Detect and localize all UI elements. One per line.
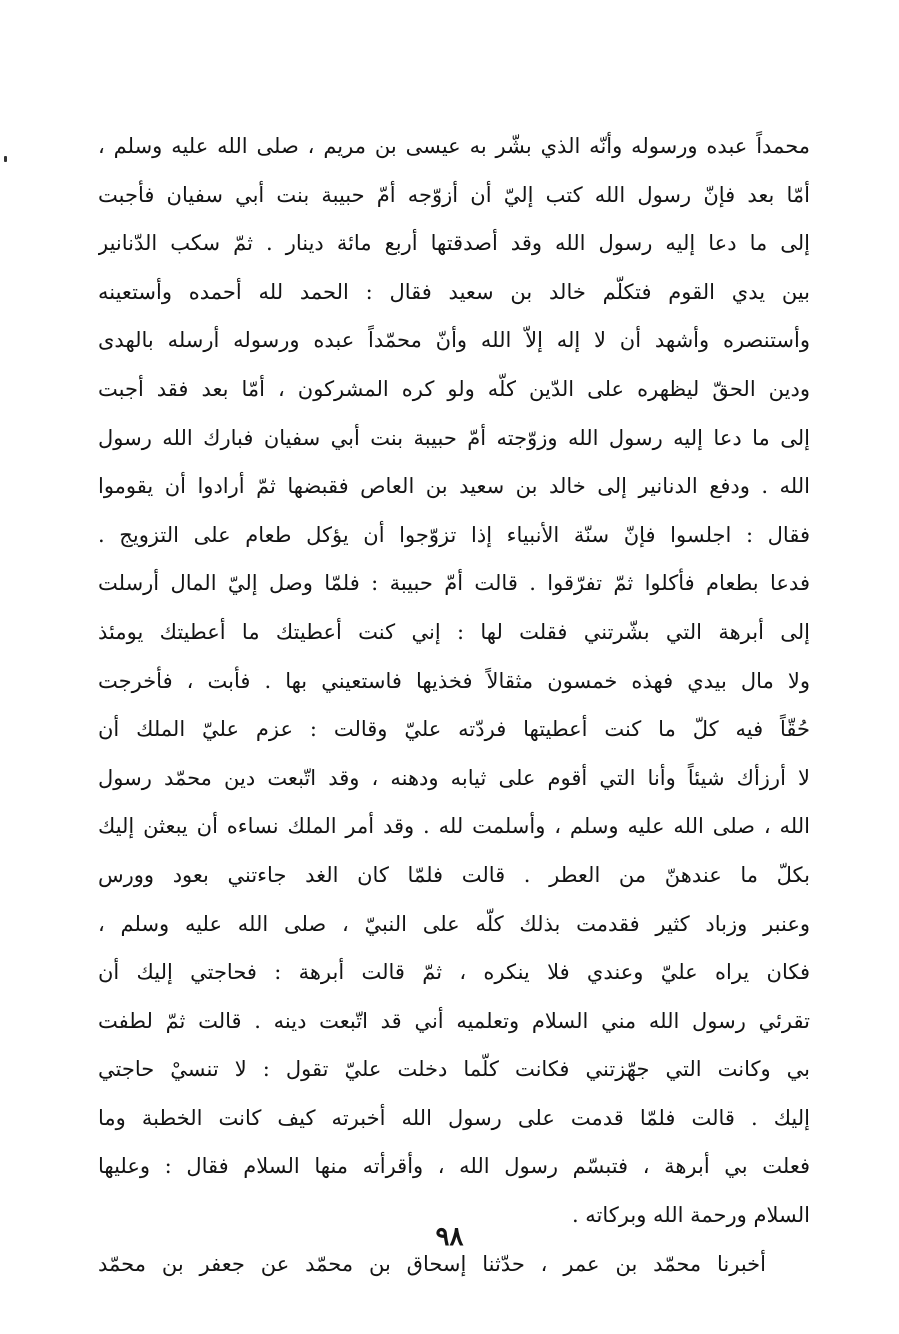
text-line: فقال : اجلسوا فإنّ سنّة الأنبياء إذا تزوّجوا أن يؤكل طعام على التزويج . (98, 522, 810, 547)
text-line: فعلت بي أبرهة ، فتبسّم رسول الله ، وأقرأته منها السلام فقال : وعليها (98, 1154, 810, 1179)
text-line: أمّا بعد فإنّ رسول الله كتب إليّ أن أزوّجه أمّ حبيبة بنت أبي سفيان فأجبت (98, 182, 810, 207)
text-line: تقرئي رسول الله مني السلام وتعلميه أني قد اتّبعت دينه . قالت ثمّ لطفت (98, 1008, 810, 1033)
text-line: إلى أبرهة التي بشّرتني فقلت لها : إني كنت أعطيتك ما أعطيتك يومئذ (98, 619, 810, 644)
text-line: بي وكانت التي جهّزتني فكانت كلّما دخلت عليّ تقول : لا تنسيْ حاجتي (98, 1057, 810, 1082)
text-line: محمداً عبده ورسوله وأنّه الذي بشّر به عيسى بن مريم ، صلى الله عليه وسلم ، (98, 134, 810, 158)
text-line: وأستنصره وأشهد أن لا إله إلاّ الله وأنّ محمّداً عبده ورسوله أرسله بالهدى (98, 328, 810, 353)
text-line: إليك . قالت فلمّا قدمت على رسول الله أخبرته كيف كانت الخطبة وما (98, 1105, 810, 1130)
text-line: بكلّ ما عندهنّ من العطر . قالت فلمّا كان الغد جاءتني بعود وورس (98, 862, 810, 887)
text-line: بين يدي القوم فتكلّم خالد بن سعيد فقال : الحمد لله أحمده وأستعينه (98, 279, 810, 304)
text-line: إلى ما دعا إليه رسول الله وقد أصدقتها أربع مائة دينار . ثمّ سكب الدّنانير (98, 231, 810, 256)
text-line: السلام ورحمة الله وبركاته . (571, 1203, 810, 1228)
text-line: لا أرزأك شيئاً وأنا التي أقوم على ثيابه ودهنه ، وقد اتّبعت دين محمّد رسول (98, 765, 810, 790)
text-line: ودين الحقّ ليظهره على الدّين كلّه ولو كره المشركون ، أمّا بعد فقد أجبت (98, 376, 810, 401)
text-line: الله ، صلى الله عليه وسلم ، وأسلمت لله . وقد أمر الملك نساءه أن يبعثن إليك (98, 814, 810, 839)
text-line: وعنبر وزباد كثير فقدمت بذلك كلّه على النبيّ ، صلى الله عليه وسلم ، (98, 911, 810, 936)
page-number: ٩٨ (435, 1222, 464, 1252)
text-line: الله . ودفع الدنانير إلى خالد بن سعيد بن العاص فقبضها ثمّ أرادوا أن يقوموا (98, 474, 810, 499)
text-line: حُقّاً فيه كلّ ما كنت أعطيتها فردّته عليّ وقالت : عزم عليّ الملك أن (98, 717, 810, 742)
text-line: فدعا بطعام فأكلوا ثمّ تفرّقوا . قالت أمّ حبيبة : فلمّا وصل إليّ المال أرسلت (98, 571, 810, 596)
margin-mark (4, 156, 7, 162)
body-text (98, 122, 810, 1288)
text-line: إلى ما دعا إليه رسول الله وزوّجته أمّ حبيبة بنت أبي سفيان فبارك الله رسول (98, 425, 810, 450)
text-line: أخبرنا محمّد بن عمر ، حدّثنا إسحاق بن محمّد عن جعفر بن محمّد (98, 1251, 766, 1276)
text-line: ولا مال بيدي فهذه خمسون مثقالاً فخذيها فاستعيني بها . فأبت ، فأخرجت (98, 668, 810, 693)
text-line: فكان يراه عليّ وعندي فلا ينكره ، ثمّ قالت أبرهة : فحاجتي إليك أن (98, 960, 810, 985)
